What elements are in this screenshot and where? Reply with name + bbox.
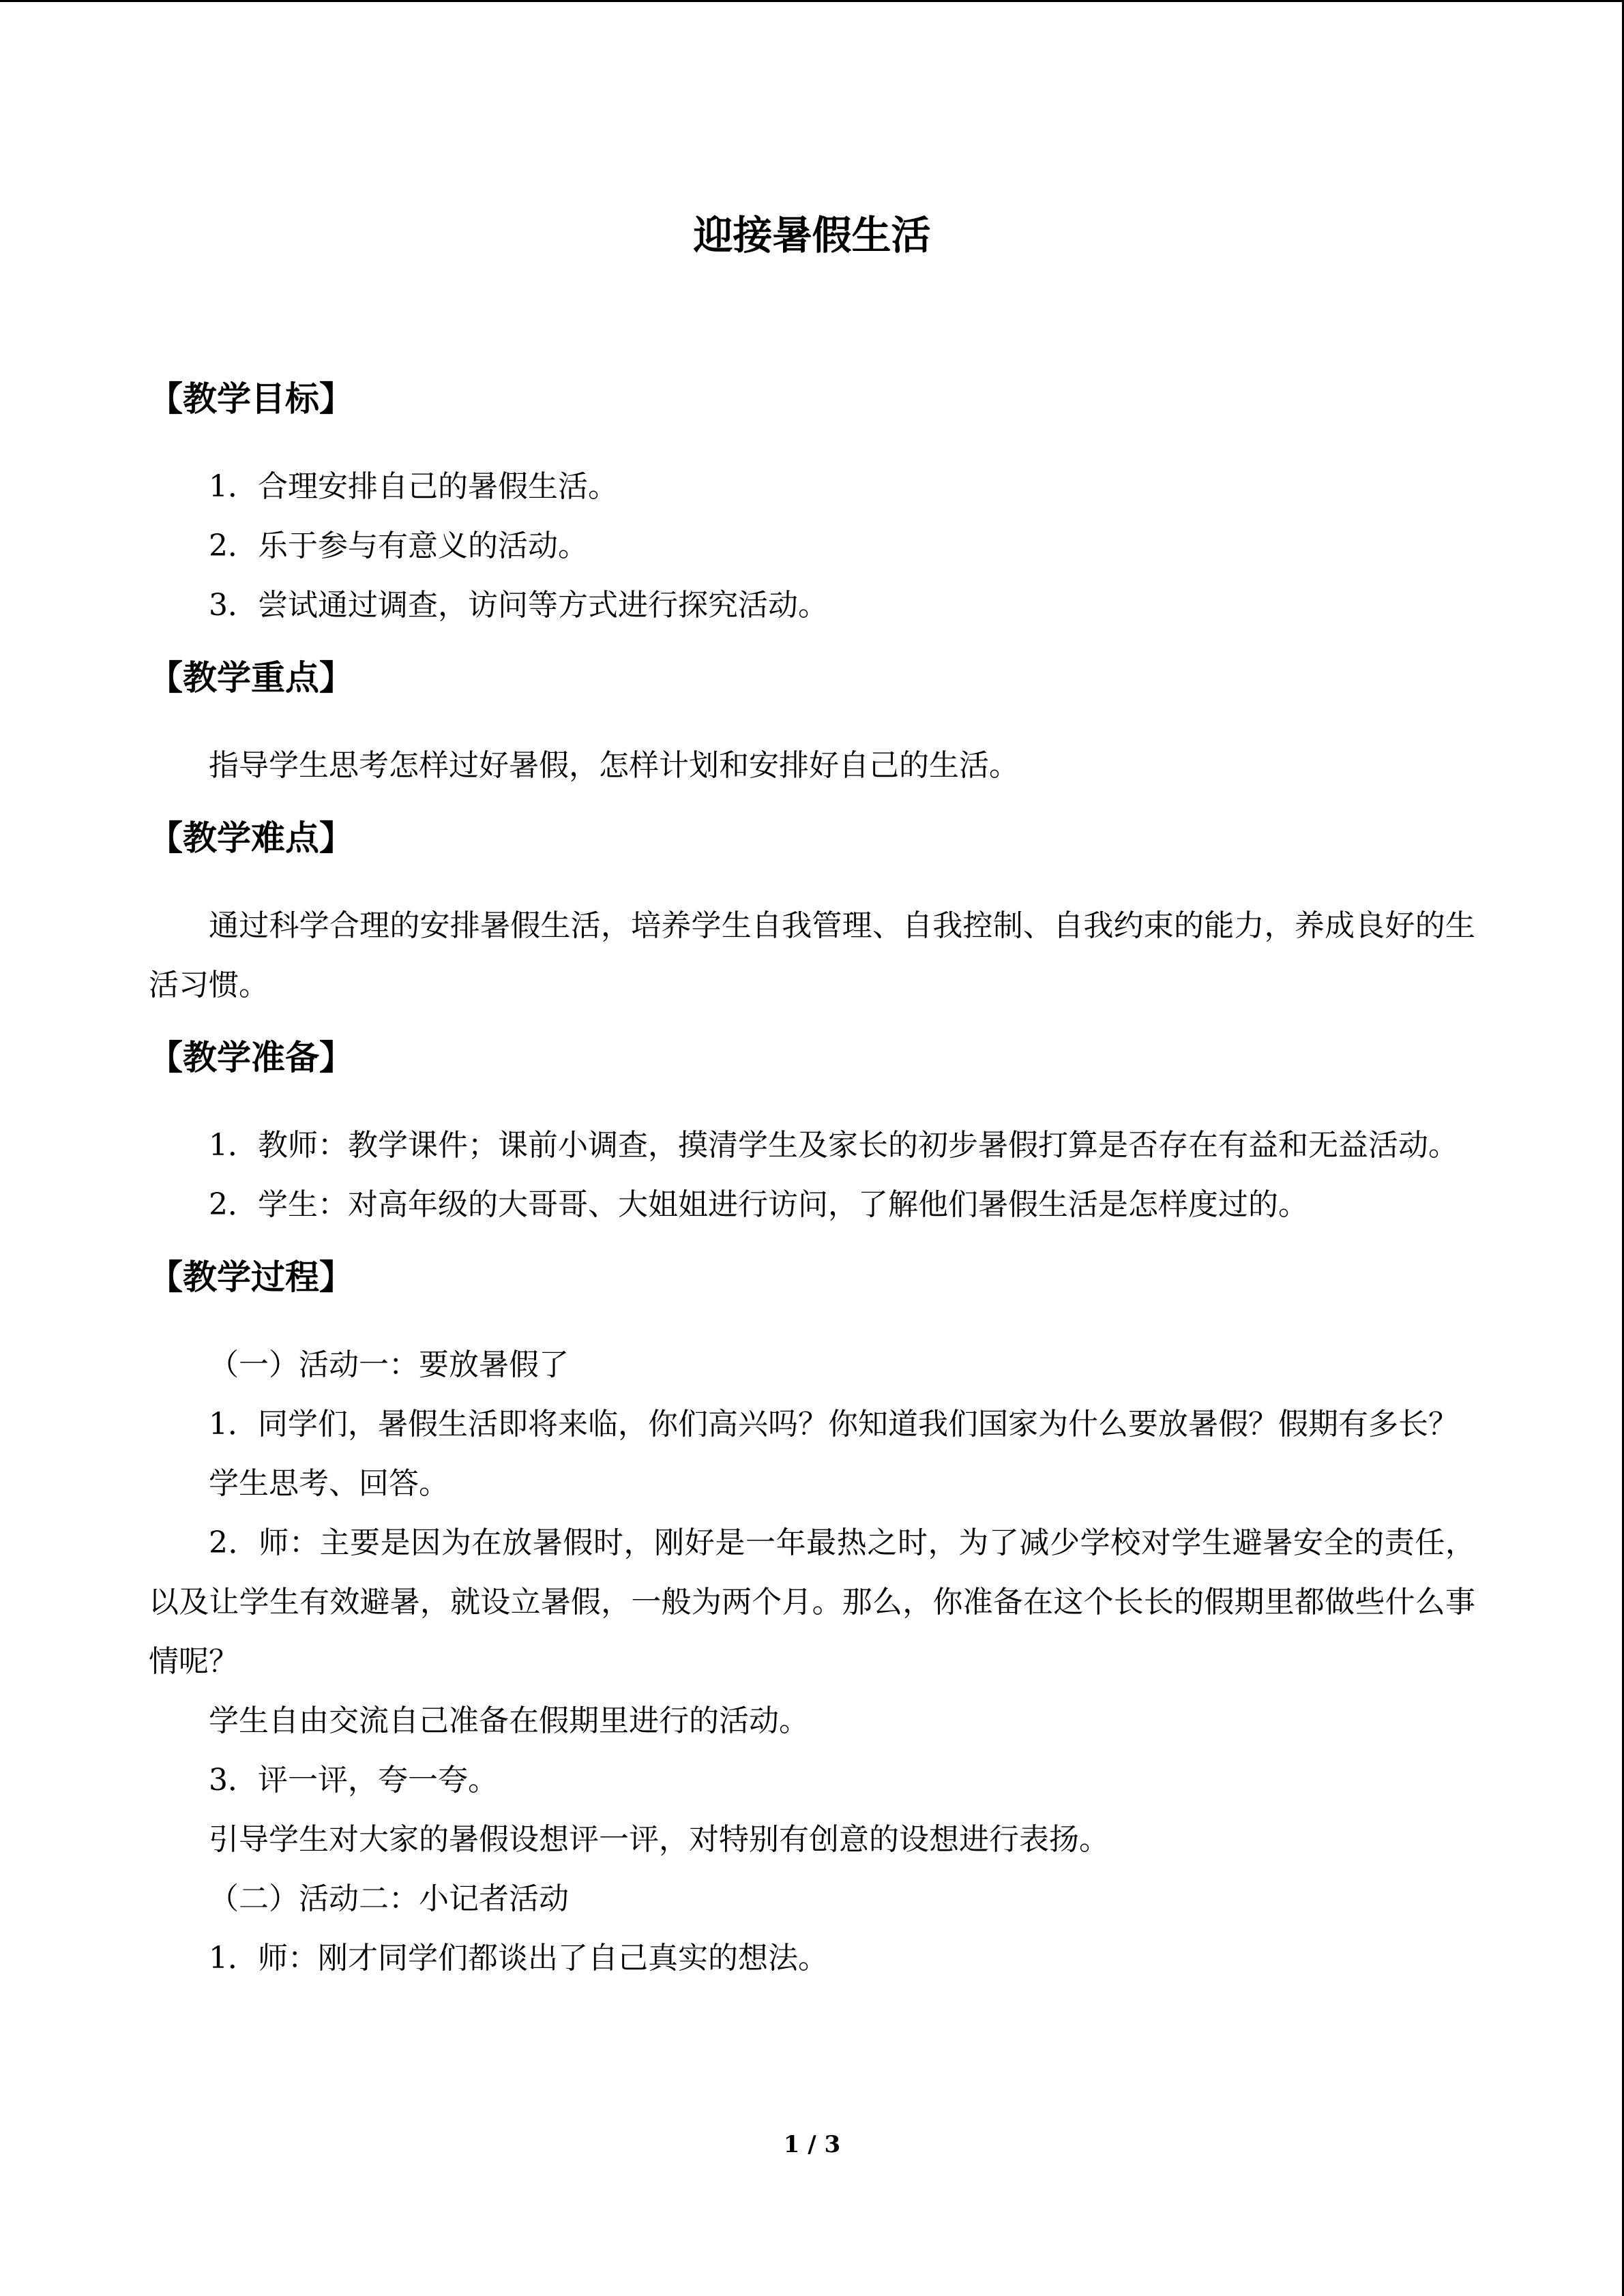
paragraph: 学生自由交流自己准备在假期里进行的活动。 xyxy=(209,1703,809,1738)
section-teaching-objectives xyxy=(149,368,1475,635)
section-heading: 【教学目标】 xyxy=(149,379,353,419)
section-heading: 【教学准备】 xyxy=(149,1038,353,1077)
paragraph: （二）活动二：小记者活动 xyxy=(209,1881,569,1916)
paragraph: 2．学生：对高年级的大哥哥、大姐姐进行访问，了解他们暑假生活是怎样度过的。 xyxy=(209,1187,1308,1222)
paragraph: （一）活动一：要放暑假了 xyxy=(209,1347,569,1382)
paragraph: 3．评一评，夸一夸。 xyxy=(209,1763,498,1798)
paragraph: 2．乐于参与有意义的活动。 xyxy=(209,528,588,563)
paragraph: 1．同学们，暑假生活即将来临，你们高兴吗？你知道我们国家为什么要放暑假？假期有多长？ xyxy=(209,1407,1458,1442)
paragraph: 1．合理安排自己的暑假生活。 xyxy=(209,469,618,504)
page-top-border xyxy=(0,0,1624,2)
document-body xyxy=(149,205,1475,2000)
paragraph: 通过科学合理的安排暑假生活，培养学生自我管理、自我控制、自我约束的能力，养成良好的生活习惯。 xyxy=(149,908,1475,1002)
paragraph: 1．教师：教学课件；课前小调查，摸清学生及家长的初步暑假打算是否存在有益和无益活动。 xyxy=(209,1128,1458,1163)
paragraph: 引导学生对大家的暑假设想评一评，对特别有创意的设想进行表扬。 xyxy=(209,1822,1109,1857)
document-title: 迎接暑假生活 xyxy=(693,212,931,258)
section-heading: 【教学过程】 xyxy=(149,1257,353,1297)
paragraph: 1．师：刚才同学们都谈出了自己真实的想法。 xyxy=(209,1941,828,1976)
paragraph: 学生思考、回答。 xyxy=(209,1466,449,1501)
section-teaching-preparation xyxy=(149,1027,1475,1234)
page-number: 1 / 3 xyxy=(783,2131,841,2158)
paragraph: 3．尝试通过调查，访问等方式进行探究活动。 xyxy=(209,588,828,623)
section-heading: 【教学难点】 xyxy=(149,818,353,858)
section-teaching-process xyxy=(149,1247,1475,1988)
paragraph: 2．师：主要是因为在放暑假时，刚好是一年最热之时，为了减少学校对学生避暑安全的责任，以及让学生有效避暑，就设立暑假，一般为两个月。那么，你准备在这个长长的假期里都做些什么事情呢？ xyxy=(149,1525,1475,1679)
section-heading: 【教学重点】 xyxy=(149,658,353,698)
section-teaching-focus xyxy=(149,647,1475,795)
paragraph: 指导学生思考怎样过好暑假，怎样计划和安排好自己的生活。 xyxy=(209,748,1019,783)
section-teaching-difficulty xyxy=(149,807,1475,1015)
